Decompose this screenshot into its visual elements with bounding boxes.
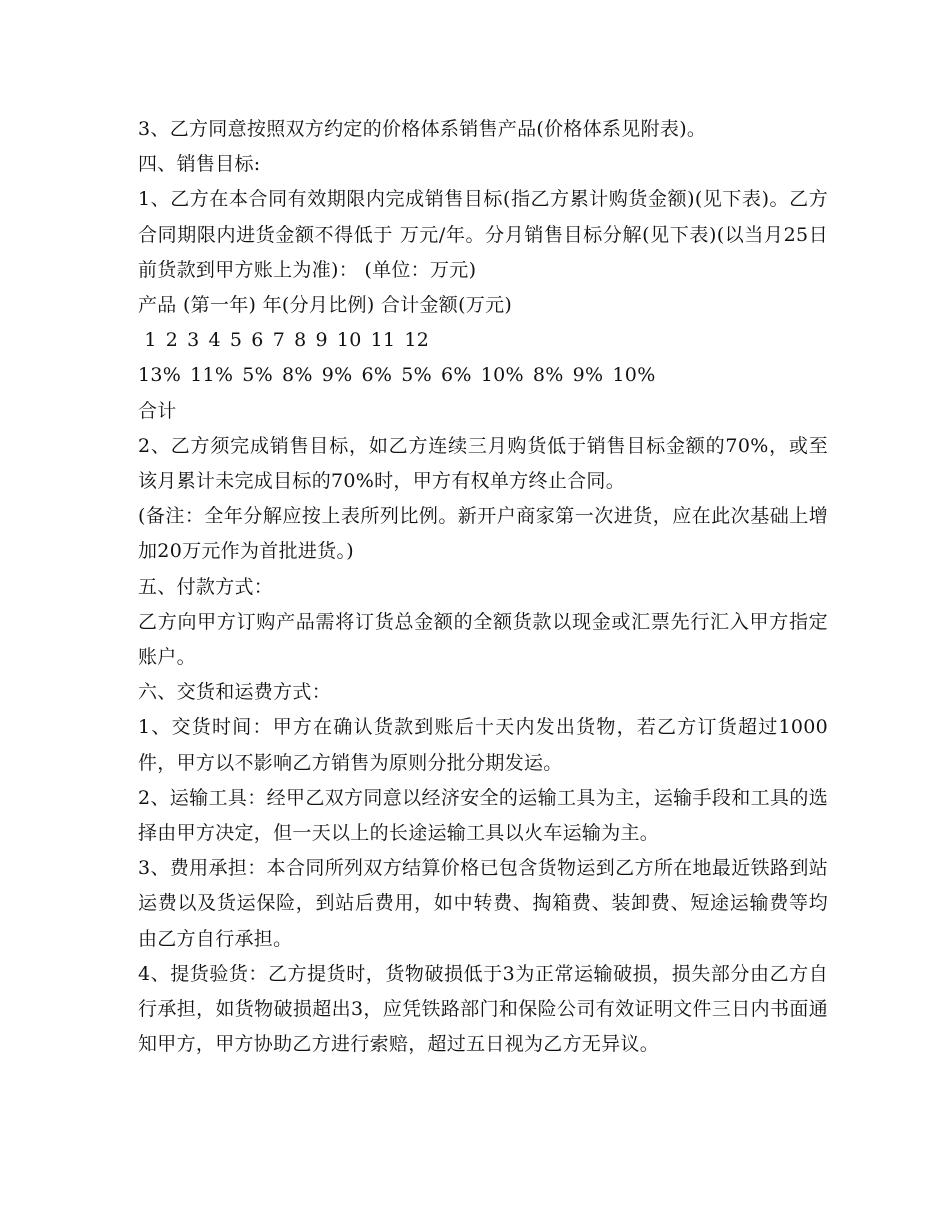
section-heading-sales-target: 四、销售目标: (138, 153, 261, 176)
month-cell: 11 (370, 329, 396, 352)
clause-delivery-time: 1、交货时间：甲方在确认货款到账后十天内发出货物，若乙方订货超过1000件，甲方以不影响乙方销售为原则分批分期发运。 (138, 716, 828, 774)
month-cell: 4 (208, 329, 221, 352)
ratio-cell: 13% (138, 364, 182, 387)
ratio-cell: 9% (572, 364, 604, 387)
ratio-cell: 9% (321, 364, 353, 387)
ratio-cell: 10% (480, 364, 524, 387)
clause-cost: 3、费用承担：本合同所列双方结算价格已包含货物运到乙方所在地最近铁路到站运费以及货运保险，到站后费用，如中转费、掏箱费、装卸费、短途运输费等均由乙方自行承担。 (138, 857, 828, 950)
ratio-cell: 6% (361, 364, 393, 387)
month-cell: 1 (144, 329, 157, 352)
month-cell: 3 (187, 329, 200, 352)
table-ratios-row (138, 358, 828, 393)
ratio-cell: 11% (190, 364, 234, 387)
section-heading-delivery: 六、交货和运费方式： (138, 681, 332, 704)
clause-transport: 2、运输工具：经甲乙双方同意以经济安全的运输工具为主，运输手段和工具的选择由甲方决定，但一天以上的长途运输工具以火车运输为主。 (138, 786, 828, 845)
ratio-cell: 5% (401, 364, 433, 387)
table-header-row: 产品 (第一年) 年(分月比例) 合计金额(万元) (138, 294, 513, 317)
clause-inspection: 4、提货验货：乙方提货时，货物破损低于3为正常运输破损，损失部分由乙方自行承担，如货物破损超出3，应凭铁路部门和保险公司有效证明文件三日内书面通知甲方，甲方协助乙方进行索赔，超过五日视为乙方无异议。 (138, 962, 828, 1056)
ratio-cell: 5% (242, 364, 274, 387)
month-cell: 6 (251, 329, 264, 352)
month-cell: 12 (404, 329, 430, 352)
clause-sales-target-2: 2、乙方须完成销售目标，如乙方连续三月购货低于销售目标金额的70%，或至该月累计未完成目标的70%时，甲方有权单方终止合同。 (138, 434, 828, 493)
month-cell: 10 (336, 329, 362, 352)
clause-note: (备注：全年分解应按上表所列比例。新开户商家第一次进货，应在此次基础上增加20万元作为首批进货。) (138, 505, 828, 563)
table-total-label: 合计 (138, 399, 177, 422)
month-cell: 2 (165, 329, 179, 352)
section-heading-payment: 五、付款方式： (138, 575, 274, 598)
month-cell: 9 (315, 329, 328, 352)
ratio-cell: 6% (441, 364, 472, 387)
ratio-cell: 10% (612, 364, 656, 387)
clause-payment: 乙方向甲方订购产品需将订货总金额的全额货款以现金或汇票先行汇入甲方指定账户。 (138, 610, 828, 669)
month-cell: 8 (294, 329, 307, 352)
clause-price-system: 3、乙方同意按照双方约定的价格体系销售产品(价格体系见附表)。 (138, 118, 707, 140)
ratio-cell: 8% (282, 364, 313, 387)
table-months-row (138, 323, 828, 358)
clause-sales-target-1: 1、乙方在本合同有效期限内完成销售目标(指乙方累计购货金额)(见下表)。乙方合同期限内进货金额不得低于 万元/年。分月销售目标分解(见下表)(以当月25日前货款到甲方账上为准)： (单位：万元) (138, 188, 828, 281)
month-cell: 5 (229, 329, 243, 352)
month-cell: 7 (272, 329, 286, 352)
ratio-cell: 8% (532, 364, 564, 387)
document-body (138, 112, 828, 1062)
